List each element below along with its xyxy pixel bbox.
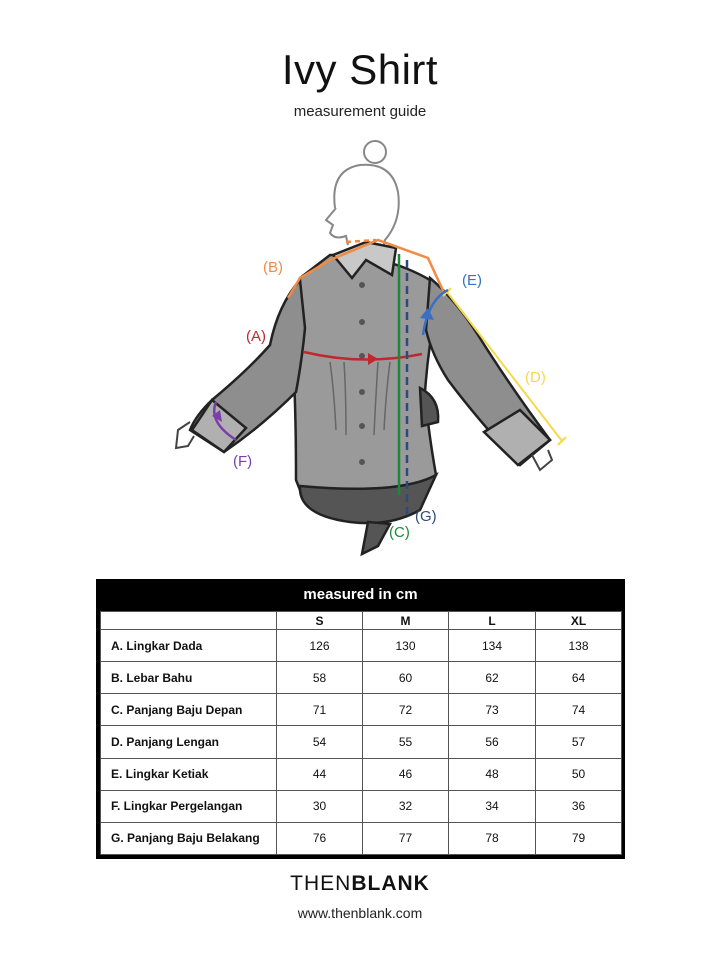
label-c: (C) xyxy=(389,524,410,541)
table-row xyxy=(101,790,622,822)
cell-value: 126 xyxy=(277,630,363,662)
cell-value: 36 xyxy=(536,790,622,822)
size-header-row xyxy=(101,612,622,630)
row-label: F. Lingkar Pergelangan xyxy=(101,790,277,822)
row-label: B. Lebar Bahu xyxy=(101,662,277,694)
table-row xyxy=(101,662,622,694)
table-row xyxy=(101,630,622,662)
table-row xyxy=(101,694,622,726)
label-e: (E) xyxy=(462,272,482,289)
label-b: (B) xyxy=(263,259,283,276)
row-label: D. Panjang Lengan xyxy=(101,726,277,758)
cell-value: 64 xyxy=(536,662,622,694)
cell-value: 58 xyxy=(277,662,363,694)
cell-value: 48 xyxy=(449,758,536,790)
cell-value: 30 xyxy=(277,790,363,822)
cell-value: 55 xyxy=(363,726,449,758)
label-d: (D) xyxy=(525,369,546,386)
row-label: C. Panjang Baju Depan xyxy=(101,694,277,726)
website-link[interactable]: www.thenblank.com xyxy=(297,905,423,921)
label-f: (F) xyxy=(233,453,253,470)
table-row xyxy=(101,822,622,854)
size-chart-title: measured in cm xyxy=(303,586,418,603)
cell-value: 50 xyxy=(536,758,622,790)
brand-part2: BLANK xyxy=(351,872,430,895)
shirt-illustration xyxy=(0,130,720,570)
size-chart xyxy=(96,579,625,859)
label-a: (A) xyxy=(246,328,266,345)
size-header: XL xyxy=(536,612,622,630)
cell-value: 76 xyxy=(277,822,363,854)
table-row xyxy=(101,758,622,790)
cell-value: 78 xyxy=(449,822,536,854)
size-table xyxy=(100,611,622,855)
brand-part1: THEN xyxy=(290,872,352,895)
cell-value: 56 xyxy=(449,726,536,758)
size-header: M xyxy=(363,612,449,630)
cell-value: 46 xyxy=(363,758,449,790)
cell-value: 138 xyxy=(536,630,622,662)
row-label: A. Lingkar Dada xyxy=(101,630,277,662)
cell-value: 34 xyxy=(449,790,536,822)
cell-value: 60 xyxy=(363,662,449,694)
cell-value: 74 xyxy=(536,694,622,726)
size-header: S xyxy=(277,612,363,630)
size-header: L xyxy=(449,612,536,630)
cell-value: 73 xyxy=(449,694,536,726)
cell-value: 72 xyxy=(363,694,449,726)
cell-value: 77 xyxy=(363,822,449,854)
cell-value: 44 xyxy=(277,758,363,790)
table-row xyxy=(101,726,622,758)
row-label: E. Lingkar Ketiak xyxy=(101,758,277,790)
cell-value: 71 xyxy=(277,694,363,726)
cell-value: 32 xyxy=(363,790,449,822)
cell-value: 62 xyxy=(449,662,536,694)
page-title: Ivy Shirt xyxy=(281,46,439,93)
cell-value: 57 xyxy=(536,726,622,758)
label-g: (G) xyxy=(415,508,437,525)
cell-value: 130 xyxy=(363,630,449,662)
model-head xyxy=(326,141,399,252)
brand-logo xyxy=(0,872,720,896)
header-blank xyxy=(101,612,277,630)
cell-value: 79 xyxy=(536,822,622,854)
row-label: G. Panjang Baju Belakang xyxy=(101,822,277,854)
shirt-body xyxy=(190,242,550,554)
cell-value: 134 xyxy=(449,630,536,662)
page-subtitle: measurement guide xyxy=(293,103,427,120)
cell-value: 54 xyxy=(277,726,363,758)
